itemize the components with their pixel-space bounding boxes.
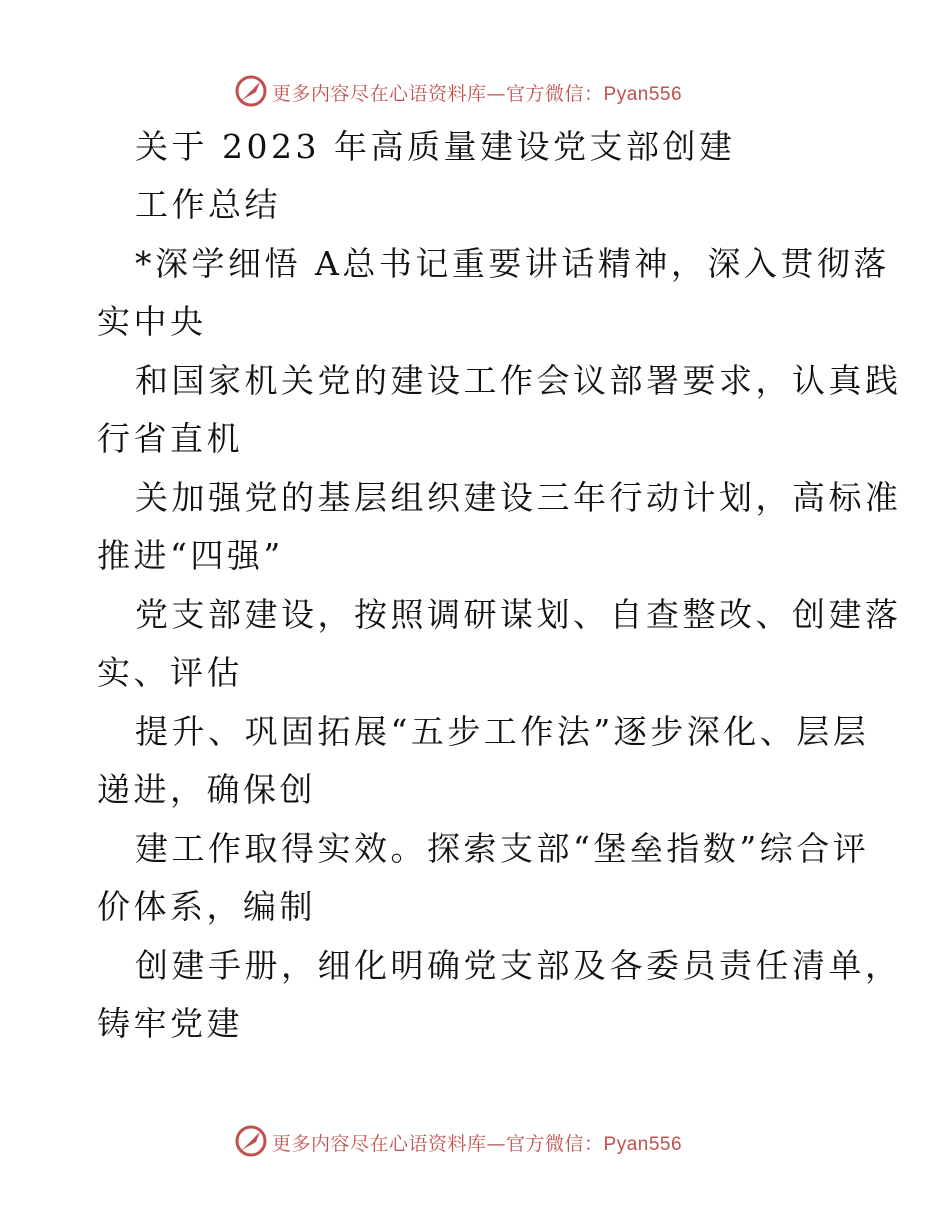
watermark-text	[272, 79, 682, 106]
body-line: 行省直机	[97, 419, 243, 458]
body-line: 建工作取得实效。探索支部“堡垒指数”综合评	[135, 829, 870, 868]
title-line-1: 关于 2023 年高质量建设党支部创建	[135, 127, 736, 166]
watermark-wechat-label: 官方微信：	[506, 83, 604, 105]
body-line: 价体系，编制	[97, 887, 316, 926]
title-line-2: 工作总结	[135, 185, 281, 224]
body-line: 提升、巩固拓展“五步工作法”逐步深化、层层	[135, 712, 870, 751]
body-line: *深学细悟 A总书记重要讲话精神，深入贯彻落	[135, 244, 890, 283]
quill-logo-icon	[234, 1124, 268, 1158]
watermark-site: 更多内容尽在心语资料库	[272, 83, 487, 105]
body-line: 和国家机关党的建设工作会议部署要求，认真践	[135, 361, 902, 400]
quill-logo-icon	[234, 74, 268, 108]
body-line: 党支部建设，按照调研谋划、自查整改、创建落	[135, 595, 902, 634]
body-line: 推进“四强”	[97, 536, 284, 575]
watermark-text	[272, 1129, 682, 1156]
footer-watermark	[0, 1122, 950, 1162]
watermark-wechat-label: 官方微信：	[506, 1133, 604, 1155]
watermark-wechat-id: Pyan556	[603, 84, 683, 105]
watermark-wechat-id: Pyan556	[603, 1134, 683, 1155]
body-line: 关加强党的基层组织建设三年行动计划，高标准	[135, 478, 902, 517]
body-line: 创建手册，细化明确党支部及各委员责任清单，	[135, 946, 902, 985]
body-line: 实、评估	[97, 653, 243, 692]
body-line: 铸牢党建	[97, 1004, 243, 1043]
watermark-dash: —	[486, 83, 507, 105]
watermark-site: 更多内容尽在心语资料库	[272, 1133, 487, 1155]
body-line: 递进，确保创	[97, 770, 316, 809]
watermark-dash: —	[486, 1133, 507, 1155]
body-line: 实中央	[97, 302, 207, 341]
header-watermark	[0, 72, 950, 112]
